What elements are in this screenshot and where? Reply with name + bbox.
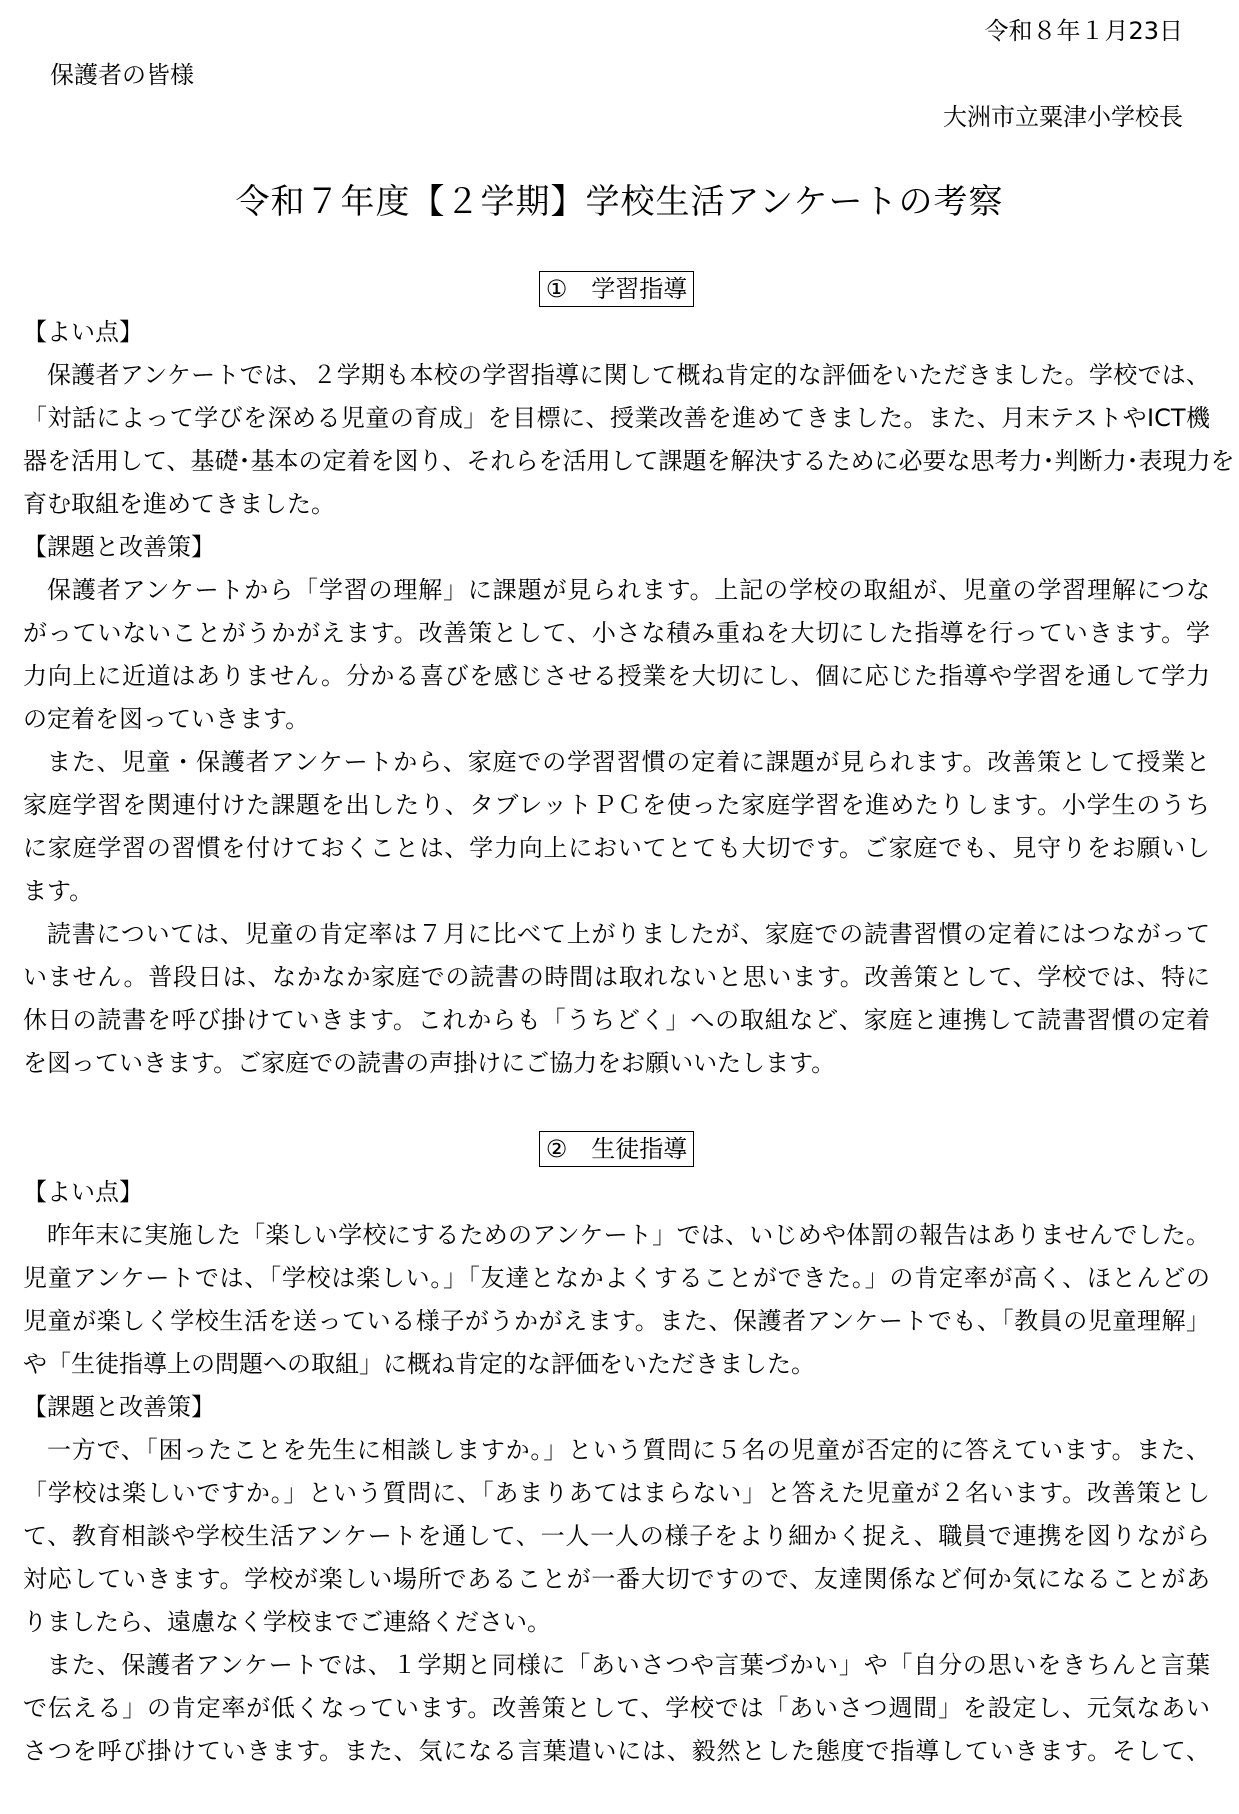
paragraph-line: 「対話によって学びを深める児童の育成」を目標に、授業改善を進めてきました。また、月末テストやICT機 — [23, 404, 1210, 432]
paragraph-line: 休日の読書を呼び掛けていきます。これからも「うちどく」への取組など、家庭と連携して読書習慣の定着 — [23, 1006, 1210, 1034]
document-body — [23, 268, 1235, 1773]
paragraph-line: 家庭学習を関連付けた課題を出したり、タブレットＰＣを使った家庭学習を進めたりします。小学生のうち — [23, 791, 1210, 819]
paragraph-line: さつを呼び掛けていきます。また、気になる言葉遣いには、毅然とした態度で指導していきます。そして、 — [23, 1737, 1210, 1765]
subsection-label: 【よい点】 — [23, 1178, 143, 1206]
section-heading: ① 学習指導 — [539, 271, 695, 307]
paragraph-line: 読書については、児童の肯定率は７月に比べて上がりましたが、家庭での読書習慣の定着にはつながって — [47, 920, 1210, 948]
paragraph-line: の定着を図っていきます。 — [23, 705, 310, 733]
paragraph-line: いません。普段日は、なかなか家庭での読書の時間は取れないと思います。改善策として、学校では、特に — [23, 963, 1210, 991]
paragraph-line: で伝える」の肯定率が低くなっています。改善策として、学校では「あいさつ週間」を設定し、元気なあい — [23, 1694, 1210, 1722]
paragraph-line: 保護者アンケートから「学習の理解」に課題が見られます。上記の学校の取組が、児童の学習理解につな — [47, 576, 1210, 604]
document-title: 令和７年度【２学期】学校生活アンケートの考察 — [235, 182, 1004, 222]
paragraph-line: 一方で、「困ったことを先生に相談しますか。」という質問に５名の児童が否定的に答えています。また、 — [47, 1436, 1210, 1464]
paragraph-line: 昨年末に実施した「楽しい学校にするためのアンケート」では、いじめや体罰の報告はありませんでした。 — [47, 1221, 1210, 1249]
paragraph-line: ます。 — [23, 877, 94, 905]
paragraph-line: を図っていきます。ご家庭での読書の声掛けにご協力をお願いいたします。 — [23, 1049, 836, 1077]
paragraph-line: りましたら、遠慮なく学校までご連絡ください。 — [23, 1608, 551, 1636]
paragraph-line: 保護者アンケートでは、２学期も本校の学習指導に関して概ね肯定的な評価をいただきました。学校では、 — [47, 361, 1210, 389]
sender: 大洲市立粟津小学校長 — [943, 103, 1183, 131]
subsection-label: 【課題と改善策】 — [23, 1393, 215, 1421]
section-heading-row — [23, 268, 1210, 311]
paragraph-line: 器を活用して、基礎･基本の定着を図り、それらを活用して課題を解決するために必要な思考力･判断力･表現力を — [23, 447, 1235, 475]
paragraph-line: 力向上に近道はありません。分かる喜びを感じさせる授業を大切にし、個に応じた指導や学習を通して学力 — [23, 662, 1210, 690]
paragraph-line: 「学校は楽しいですか。」という質問に、「あまりあてはまらない」と答えた児童が２名います。改善策とし — [23, 1479, 1210, 1507]
subsection-label: 【課題と改善策】 — [23, 533, 215, 561]
paragraph-line: 児童が楽しく学校生活を送っている様子がうかがえます。また、保護者アンケートでも、「教員の児童理解」 — [23, 1307, 1210, 1335]
document-date: 令和８年１月23日 — [984, 17, 1183, 45]
subsection-label: 【よい点】 — [23, 318, 143, 346]
paragraph-line: や「生徒指導上の問題への取組」に概ね肯定的な評価をいただきました。 — [23, 1350, 815, 1378]
paragraph-line: て、教育相談や学校生活アンケートを通して、一人一人の様子をより細かく捉え、職員で連携を図りながら — [23, 1522, 1210, 1550]
addressee: 保護者の皆様 — [50, 61, 194, 89]
paragraph-line: また、児童・保護者アンケートから、家庭での学習習慣の定着に課題が見られます。改善策として授業と — [47, 748, 1210, 776]
paragraph-line: 対応していきます。学校が楽しい場所であることが一番大切ですので、友達関係など何か気になることがあ — [23, 1565, 1210, 1593]
paragraph-line: に家庭学習の習慣を付けておくことは、学力向上においてとても大切です。ご家庭でも、見守りをお願いし — [23, 834, 1210, 862]
paragraph-line: 児童アンケートでは、「学校は楽しい。」「友達となかよくすることができた。」の肯定率が高く、ほとんどの — [23, 1264, 1210, 1292]
section-heading-row — [23, 1128, 1210, 1171]
paragraph-line: がっていないことがうかがえます。改善策として、小さな積み重ねを大切にした指導を行っていきます。学 — [23, 619, 1210, 647]
paragraph-line: また、保護者アンケートでは、１学期と同様に「あいさつや言葉づかい」や「自分の思いをきちんと言葉 — [47, 1651, 1210, 1679]
paragraph-line: 育む取組を進めてきました。 — [23, 490, 335, 518]
blank-line — [23, 1085, 1210, 1128]
section-heading: ② 生徒指導 — [539, 1131, 695, 1167]
